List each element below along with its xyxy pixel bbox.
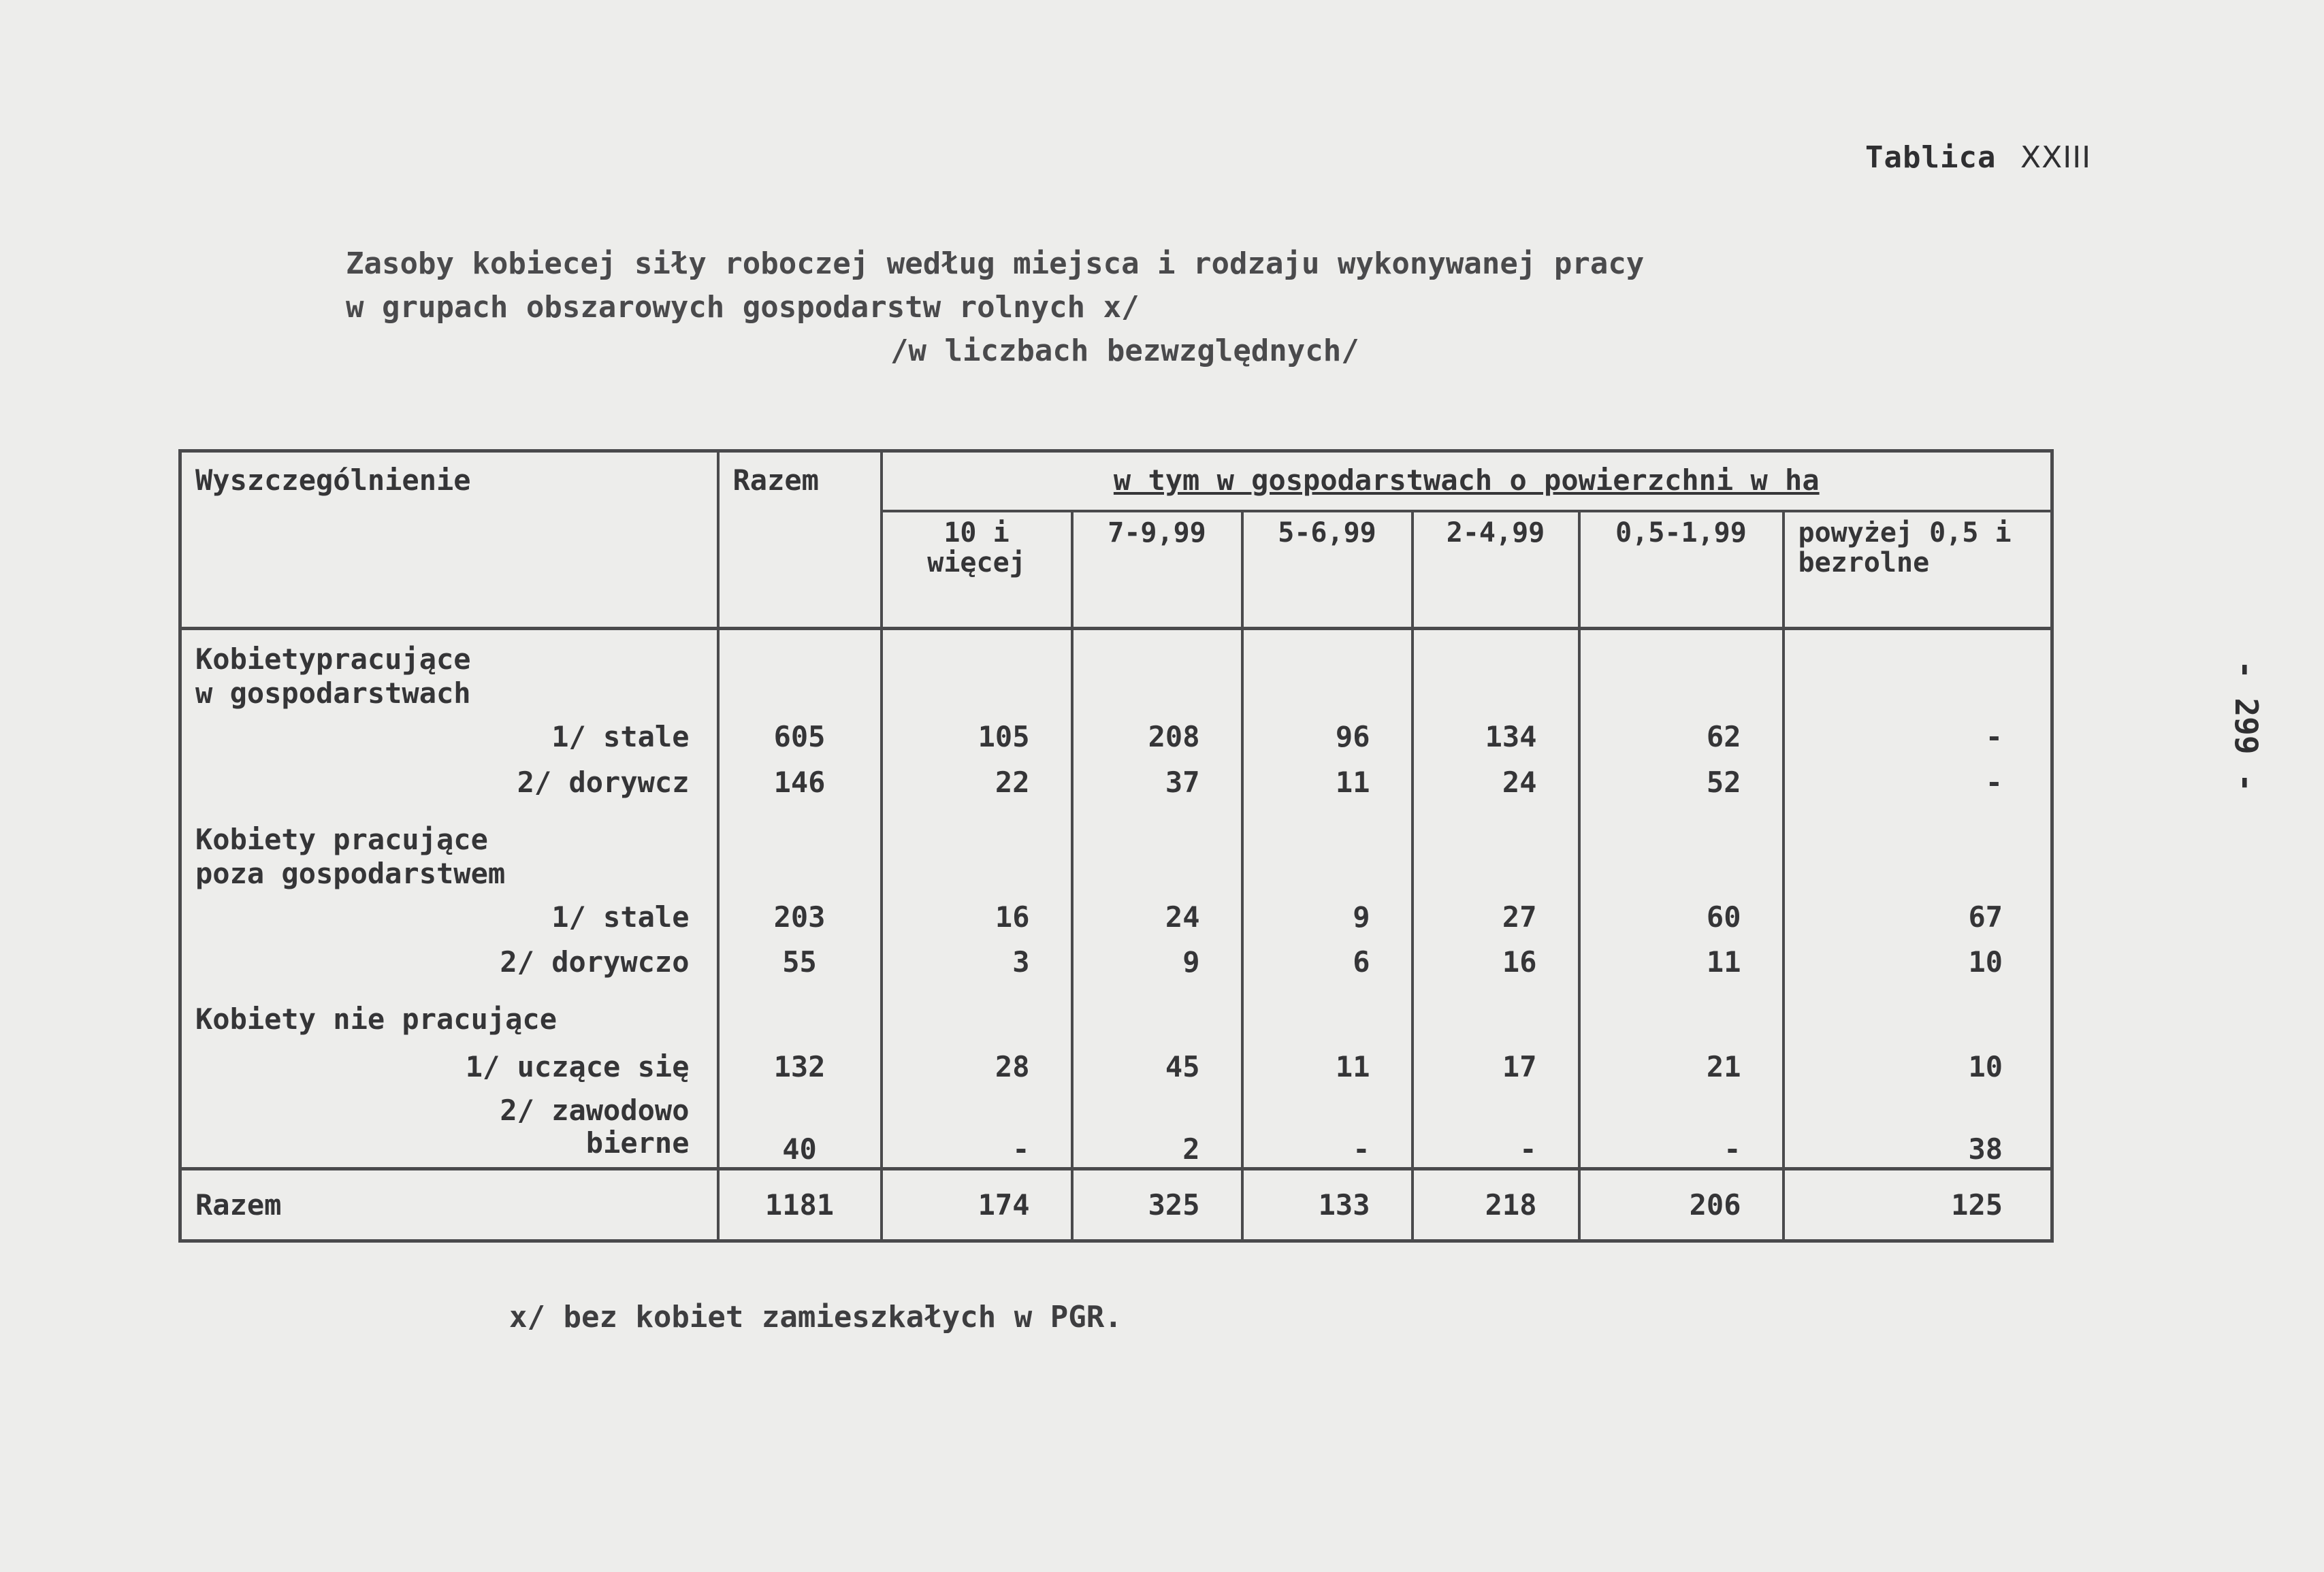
- total-row-total: 1181: [718, 1169, 882, 1241]
- cell: 10: [1784, 1049, 2052, 1095]
- cell: 67: [1784, 900, 2052, 945]
- cell: -: [1579, 1094, 1784, 1168]
- header-col-4: 2-4,99: [1413, 511, 1579, 629]
- cell: 37: [1072, 765, 1242, 810]
- table-number-label: [1865, 140, 2091, 175]
- title-line-2: w grupach obszarowych gospodarstw rolnych x/: [346, 290, 1140, 325]
- cell: 38: [1784, 1094, 2052, 1168]
- row-total: 605: [718, 719, 882, 765]
- page-number: - 299 -: [2227, 660, 2265, 792]
- cell: 62: [1579, 719, 1784, 765]
- cell: 11: [1242, 765, 1413, 810]
- cell: 45: [1072, 1049, 1242, 1095]
- cell: 133: [1242, 1169, 1413, 1241]
- group-title-line-2: poza gospodarstwem: [195, 856, 506, 890]
- table-row: [180, 945, 2052, 990]
- group-title-line-1: Kobietypracujące: [195, 642, 471, 676]
- cell: 325: [1072, 1169, 1242, 1241]
- cell: 96: [1242, 719, 1413, 765]
- cell: 134: [1413, 719, 1579, 765]
- cell: 27: [1413, 900, 1579, 945]
- cell: 206: [1579, 1169, 1784, 1241]
- footnote: x/ bez kobiet zamieszkałych w PGR.: [509, 1300, 1123, 1334]
- row-label-line-1: 2/ zawodowo: [500, 1094, 690, 1128]
- table-number-roman: XXIII: [2020, 140, 2092, 175]
- data-table: [178, 449, 2054, 1243]
- cell: -: [1784, 765, 2052, 810]
- cell: 22: [882, 765, 1072, 810]
- header-group: w tym w gospodarstwach o powierzchni w ha: [882, 451, 2052, 512]
- cell: 28: [882, 1049, 1072, 1095]
- cell: 60: [1579, 900, 1784, 945]
- header-col-1: 10 i więcej: [882, 511, 1072, 629]
- row-label-line-2: bierne: [585, 1126, 690, 1160]
- row-total: 55: [718, 945, 882, 990]
- row-total: 40: [718, 1094, 882, 1168]
- cell: 16: [882, 900, 1072, 945]
- row-total: 146: [718, 765, 882, 810]
- cell: -: [1242, 1094, 1413, 1168]
- cell: 2: [1072, 1094, 1242, 1168]
- cell: 105: [882, 719, 1072, 765]
- cell: 17: [1413, 1049, 1579, 1095]
- cell: 218: [1413, 1169, 1579, 1241]
- table-row: [180, 900, 2052, 945]
- group-title-line-1: Kobiety nie pracujące: [195, 1002, 558, 1036]
- cell: -: [1784, 719, 2052, 765]
- row-label: 2/ dorywcz: [180, 765, 718, 810]
- cell: 16: [1413, 945, 1579, 990]
- header-row-1: [180, 451, 2052, 512]
- group-title: [180, 810, 718, 900]
- cell: 11: [1579, 945, 1784, 990]
- group-title-row: [180, 810, 2052, 900]
- cell: 10: [1784, 945, 2052, 990]
- cell: 9: [1242, 900, 1413, 945]
- group-title-line-2: w gospodarstwach: [195, 676, 471, 710]
- total-row-label: Razem: [180, 1169, 718, 1241]
- title-line-1: Zasoby kobiecej siły roboczej według miejsca i rodzaju wykonywanej pracy: [346, 246, 1645, 281]
- group-title: [180, 629, 718, 720]
- document-title: [346, 242, 1644, 373]
- cell: 11: [1242, 1049, 1413, 1095]
- header-col-3: 5-6,99: [1242, 511, 1413, 629]
- title-line-3: /w liczbach bezwzględnych/: [890, 333, 1359, 368]
- table-row: [180, 765, 2052, 810]
- header-col-2: 7-9,99: [1072, 511, 1242, 629]
- header-label-col: Wyszczególnienie: [180, 451, 718, 629]
- row-label: 1/ stale: [180, 900, 718, 945]
- group-title: [180, 990, 718, 1049]
- data-table-container: [178, 449, 2050, 1243]
- cell: 3: [882, 945, 1072, 990]
- cell: 24: [1072, 900, 1242, 945]
- row-label: [180, 1094, 718, 1168]
- cell: 21: [1579, 1049, 1784, 1095]
- cell: 125: [1784, 1169, 2052, 1241]
- table-row: [180, 1049, 2052, 1095]
- header-col-6: powyżej 0,5 i bezrolne: [1784, 511, 2052, 629]
- table-row: [180, 719, 2052, 765]
- header-total-col: Razem: [718, 451, 882, 629]
- group-title-line-1: Kobiety pracujące: [195, 822, 488, 856]
- header-col-5: 0,5-1,99: [1579, 511, 1784, 629]
- cell: 9: [1072, 945, 1242, 990]
- cell: -: [882, 1094, 1072, 1168]
- cell: 24: [1413, 765, 1579, 810]
- row-label: 1/ stale: [180, 719, 718, 765]
- row-total: 203: [718, 900, 882, 945]
- cell: 52: [1579, 765, 1784, 810]
- group-title-row: [180, 990, 2052, 1049]
- table-number-word: Tablica: [1865, 140, 1997, 175]
- group-title-row: [180, 629, 2052, 720]
- cell: 174: [882, 1169, 1072, 1241]
- cell: -: [1413, 1094, 1579, 1168]
- cell: 6: [1242, 945, 1413, 990]
- cell: 208: [1072, 719, 1242, 765]
- row-label: 1/ uczące się: [180, 1049, 718, 1095]
- total-row: [180, 1169, 2052, 1241]
- row-total: 132: [718, 1049, 882, 1095]
- table-row: [180, 1094, 2052, 1168]
- row-label: 2/ dorywczo: [180, 945, 718, 990]
